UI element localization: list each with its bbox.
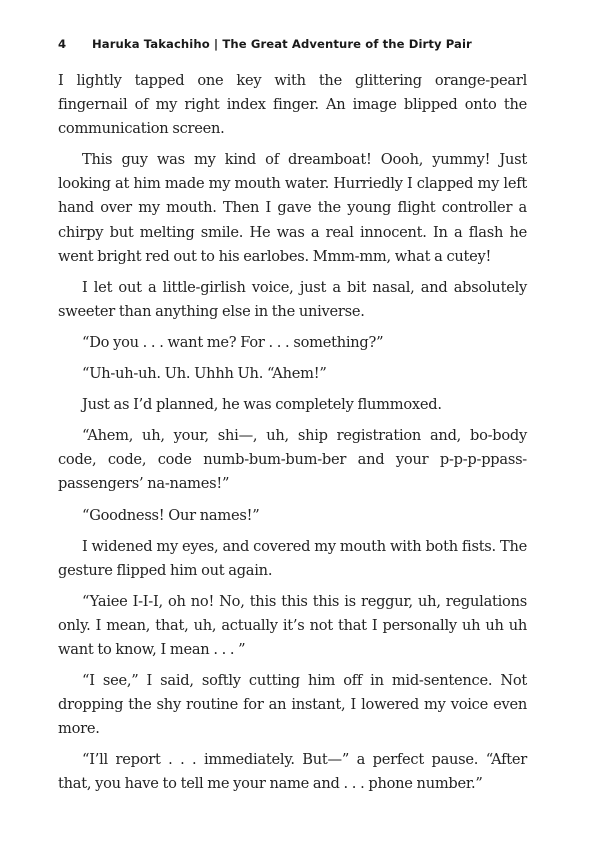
paragraph: “Yaiee I-I-I, oh no! No, this this this is reggur, uh, regulations only. I mean, that, uh, actually it’s not that I personally uh uh uh want to know, I mean . . . ” — [58, 592, 527, 658]
paragraph: “Do you . . . want me? For . . . something?” — [82, 333, 384, 351]
paragraph: “I see,” I said, softly cutting him off in mid-sentence. Not dropping the shy routine for an instant, I lowered my voice even more. — [58, 672, 527, 738]
paragraph: This guy was my kind of dreamboat! Oooh, yummy! Just looking at him made my mouth water. Hurriedly I clapped my left hand over my mouth. Then I gave the young flight controller a chirpy but melting smile. He was a real innocent. In a flash he went bright red out to his earlobes. Mmm-mm, what a cutey! — [58, 151, 527, 265]
paragraph: “Uh-uh-uh. Uh. Uhhh Uh. “Ahem!” — [82, 365, 327, 383]
paragraph: “Goodness! Our names!” — [82, 506, 260, 524]
paragraph: I widened my eyes, and covered my mouth with both fists. The gesture flipped him out again. — [58, 537, 527, 579]
page-number: 4 — [58, 37, 67, 51]
paragraph: Just as I’d planned, he was completely flummoxed. — [82, 396, 442, 414]
paragraph: I let out a little-girlish voice, just a bit nasal, and absolutely sweeter than anything else in the universe. — [58, 278, 527, 320]
paragraph: I lightly tapped one key with the glittering orange-pearl fingernail of my right index finger. An image blipped onto the communication screen. — [58, 72, 527, 138]
paragraph: “Ahem, uh, your, shi—, uh, ship registration and, bo-body code, code, code numb-bum-bum-ber and your p-p-p-ppass-passengers’ na-names!” — [58, 427, 527, 493]
running-title: Haruka Takachiho | The Great Adventure of the Dirty Pair — [92, 37, 472, 51]
body-text — [58, 69, 527, 804]
paragraph: “I’ll report . . . immediately. But—” a perfect pause. “After that, you have to tell me your name and . . . phone number.” — [58, 751, 527, 793]
running-head — [58, 37, 472, 51]
